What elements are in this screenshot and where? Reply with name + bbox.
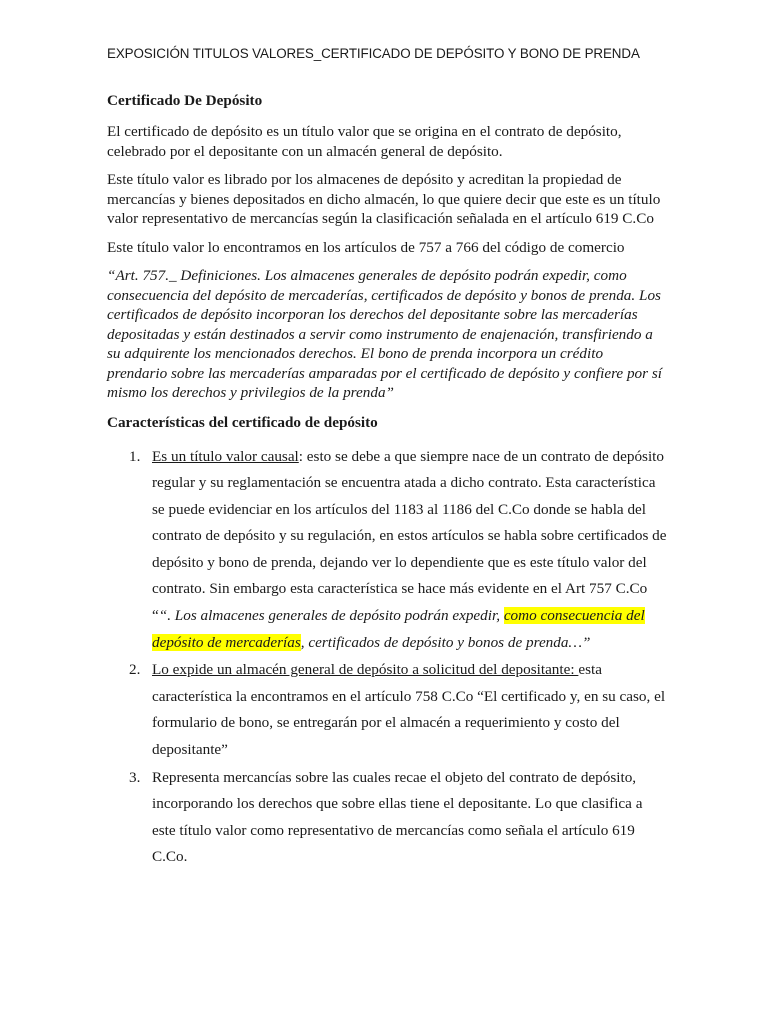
paragraph-librado: Este título valor es librado por los almacenes de depósito y acreditan la propiedad de mercancías y bienes depositados en dicho almacén, lo que quiere decir que este es un título valor representativo de mercancías según la clasificación señalada en el artículo 619 C.Co: [107, 171, 661, 227]
list-item: [107, 444, 667, 657]
list-number: 2.: [129, 661, 141, 679]
list-item-text: Representa mercancías sobre las cuales recae el objeto del contrato de depósito, incorporando los derechos que sobre ellas tiene el depositante. Lo que clasifica a este título valor como representativo de mercancías como señala el artículo 619 C.Co.: [152, 768, 643, 866]
list-item-text: : esto se debe a que siempre nace de un contrato de depósito regular y su reglamentación se encuentra atada a dicho contrato. Esta característica se puede evidenciar en los artículos del 1183 al 1186 del C.Co donde se habla del contrato de depósito y su regulación, en estos artículos se habla sobre certificados de depósito y bono de prenda, dejando ver lo dependiente que es este título valor del contrato. Sin embargo esta característica se hace más evidente en el Art 757 C.Co “: [152, 447, 667, 625]
quote-art-757: “Art. 757._ Definiciones. Los almacenes generales de depósito podrán expedir, como consecuencia del depósito de mercaderías, certificados de depósito y bonos de prenda. Los certificados de depósito incorporan los derechos del depositante sobre las mercaderías depositadas y están destinados a servir como instrumento de enajenación, transfiriendo a su adquirente los mencionados derechos. El bono de prenda incorpora un crédito prendario sobre las mercaderías amparadas por el certificado de depósito y confiere por sí mismo los derechos y privilegios de la prenda”: [107, 267, 662, 401]
list-number: 3.: [129, 768, 141, 786]
list-item-lead: Lo expide un almacén general de depósito a solicitud del depositante:: [152, 661, 579, 679]
characteristics-list: [107, 444, 667, 872]
highlighted-text: como consecuencia del depósito de mercaderías: [152, 607, 645, 651]
paragraph-articulos: Este título valor lo encontramos en los artículos de 757 a 766 del código de comercio: [107, 238, 625, 256]
list-number: 1.: [129, 447, 141, 465]
page-header: EXPOSICIÓN TITULOS VALORES_CERTIFICADO DE DEPÓSITO Y BONO DE PRENDA: [107, 46, 640, 61]
list-item-text: esta característica la encontramos en el artículo 758 C.Co “El certificado y, en su caso, el formulario de bono, se entregarán por el almacén a requerimiento y costo del depositante”: [152, 661, 666, 759]
list-item-quote-end: , certificados de depósito y bonos de prenda…”: [300, 633, 591, 651]
section-heading-caracteristicas: Características del certificado de depósito: [107, 413, 378, 431]
list-item-quote: “. Los almacenes generales de depósito podrán expedir,: [158, 607, 504, 625]
list-item: [107, 657, 667, 763]
section-heading-certificado: Certificado De Depósito: [107, 92, 263, 109]
document-body: [107, 91, 667, 872]
paragraph-definition: El certificado de depósito es un título valor que se origina en el contrato de depósito, celebrado por el depositante con un almacén general de depósito.: [107, 123, 622, 160]
list-item: [107, 765, 667, 871]
list-item-lead: Es un título valor causal: [152, 447, 299, 465]
